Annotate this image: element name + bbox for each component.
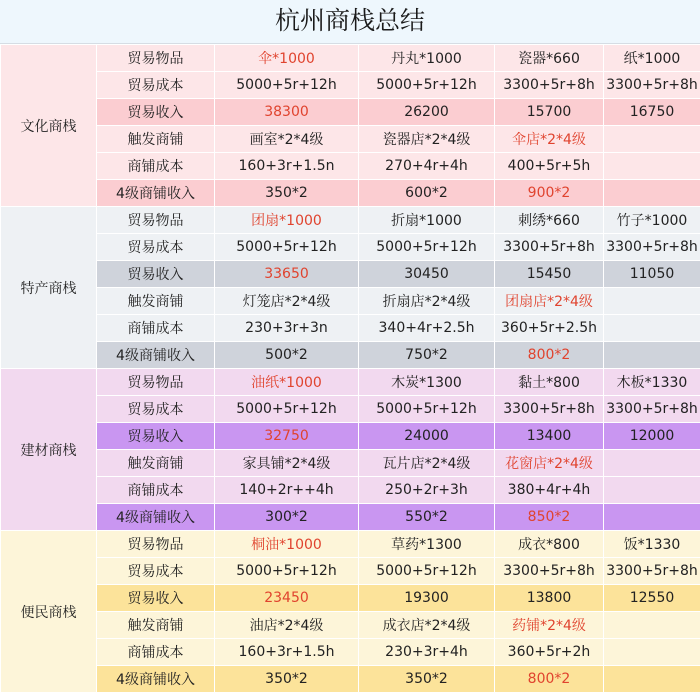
table-cell: 5000+5r+12h [359,396,495,423]
table-cell: 340+4r+2.5h [359,315,495,342]
table-cell: 3300+5r+8h [495,558,604,585]
table-cell: 5000+5r+12h [215,234,359,261]
table-row [1,558,700,585]
table-cell [604,315,700,342]
table-cell: 26200 [359,99,495,126]
table-cell: 折扇*1000 [359,207,495,234]
table-cell [604,666,700,693]
row-label: 贸易物品 [97,45,215,72]
table-cell: 15700 [495,99,604,126]
table-cell: 3300+5r+8h [495,72,604,99]
table-cell: 团扇店*2*4级 [495,288,604,315]
table-cell: 600*2 [359,180,495,207]
group-label: 便民商栈 [1,531,97,693]
table-cell: 32750 [215,423,359,450]
table-row [1,234,700,261]
group-label: 建材商栈 [1,369,97,531]
row-label: 贸易物品 [97,207,215,234]
table-cell: 500*2 [215,342,359,369]
table-cell: 12550 [604,585,700,612]
row-label: 贸易成本 [97,558,215,585]
table-cell: 270+4r+4h [359,153,495,180]
table-cell: 850*2 [495,504,604,531]
row-label: 贸易收入 [97,423,215,450]
table-cell: 19300 [359,585,495,612]
table-cell: 350*2 [215,666,359,693]
table-row [1,99,700,126]
table-cell: 黏土*800 [495,369,604,396]
table-cell: 油店*2*4级 [215,612,359,639]
row-label: 贸易收入 [97,261,215,288]
row-label: 商铺成本 [97,639,215,666]
table-row [1,477,700,504]
table-row [1,261,700,288]
table-cell: 3300+5r+8h [495,396,604,423]
table-cell: 30450 [359,261,495,288]
table-cell: 竹子*1000 [604,207,700,234]
table-row [1,72,700,99]
row-label: 商铺成本 [97,315,215,342]
row-label: 触发商铺 [97,126,215,153]
table-cell: 24000 [359,423,495,450]
table-cell: 饭*1330 [604,531,700,558]
table-row [1,369,700,396]
table-cell: 5000+5r+12h [215,72,359,99]
table-cell: 草药*1300 [359,531,495,558]
table-cell: 3300+5r+8h [604,558,700,585]
table-cell [604,477,700,504]
table-cell [604,288,700,315]
table-cell: 33650 [215,261,359,288]
table-cell: 13800 [495,585,604,612]
table-cell [604,450,700,477]
table-cell: 160+3r+1.5n [215,153,359,180]
group-label: 文化商栈 [1,45,97,207]
table-row [1,639,700,666]
table-cell: 折扇店*2*4级 [359,288,495,315]
table-cell: 140+2r++4h [215,477,359,504]
table-cell: 药铺*2*4级 [495,612,604,639]
table-cell: 800*2 [495,342,604,369]
table-cell: 伞店*2*4级 [495,126,604,153]
table-cell: 15450 [495,261,604,288]
group-label: 特产商栈 [1,207,97,369]
row-label: 贸易成本 [97,234,215,261]
table-cell: 11050 [604,261,700,288]
row-label: 4级商铺收入 [97,342,215,369]
table-cell [604,612,700,639]
summary-table [0,44,700,693]
table-cell: 成衣店*2*4级 [359,612,495,639]
table-cell: 230+3r+4h [359,639,495,666]
table-cell: 成衣*800 [495,531,604,558]
table-cell: 瓦片店*2*4级 [359,450,495,477]
table-cell: 家具铺*2*4级 [215,450,359,477]
table-cell: 花窗店*2*4级 [495,450,604,477]
row-label: 4级商铺收入 [97,504,215,531]
row-label: 4级商铺收入 [97,666,215,693]
table-cell [604,153,700,180]
row-label: 贸易物品 [97,369,215,396]
table-cell: 纸*1000 [604,45,700,72]
row-label: 商铺成本 [97,477,215,504]
table-cell: 瓷器*660 [495,45,604,72]
table-cell: 5000+5r+12h [215,558,359,585]
row-label: 触发商铺 [97,450,215,477]
table-row [1,666,700,693]
table-cell: 750*2 [359,342,495,369]
table-cell: 3300+5r+8h [604,396,700,423]
row-label: 贸易收入 [97,585,215,612]
table-cell: 5000+5r+12h [215,396,359,423]
table-row [1,180,700,207]
table-row [1,342,700,369]
table-cell: 桐油*1000 [215,531,359,558]
table-cell: 3300+5r+8h [604,72,700,99]
table-cell: 300*2 [215,504,359,531]
table-cell: 木板*1330 [604,369,700,396]
table-cell: 350*2 [215,180,359,207]
table-row [1,126,700,153]
table-cell: 160+3r+1.5h [215,639,359,666]
table-row [1,612,700,639]
table-row [1,423,700,450]
table-cell: 5000+5r+12h [359,234,495,261]
table-cell: 灯笼店*2*4级 [215,288,359,315]
table-cell: 900*2 [495,180,604,207]
table-cell: 230+3r+3n [215,315,359,342]
table-cell: 12000 [604,423,700,450]
table-cell: 伞*1000 [215,45,359,72]
summary-table-body [1,45,700,693]
table-cell: 360+5r+2.5h [495,315,604,342]
table-row [1,45,700,72]
table-row [1,531,700,558]
table-cell: 团扇*1000 [215,207,359,234]
table-cell: 5000+5r+12h [359,558,495,585]
table-row [1,450,700,477]
table-cell: 瓷器店*2*4级 [359,126,495,153]
table-cell: 38300 [215,99,359,126]
row-label: 贸易成本 [97,396,215,423]
table-cell [604,342,700,369]
table-cell: 刺绣*660 [495,207,604,234]
page-title: 杭州商栈总结 [0,0,700,44]
table-cell [604,639,700,666]
table-cell: 丹丸*1000 [359,45,495,72]
table-cell: 3300+5r+8h [604,234,700,261]
table-cell [604,180,700,207]
table-cell: 360+5r+2h [495,639,604,666]
table-cell: 木炭*1300 [359,369,495,396]
table-row [1,153,700,180]
table-row [1,207,700,234]
table-cell: 350*2 [359,666,495,693]
table-row [1,315,700,342]
table-cell: 13400 [495,423,604,450]
row-label: 触发商铺 [97,288,215,315]
table-row [1,288,700,315]
table-cell: 380+4r+4h [495,477,604,504]
table-cell [604,504,700,531]
table-row [1,585,700,612]
row-label: 贸易成本 [97,72,215,99]
table-row [1,504,700,531]
table-cell: 油纸*1000 [215,369,359,396]
table-cell [604,126,700,153]
row-label: 商铺成本 [97,153,215,180]
row-label: 4级商铺收入 [97,180,215,207]
table-row [1,396,700,423]
table-cell: 550*2 [359,504,495,531]
table-cell: 400+5r+5h [495,153,604,180]
table-cell: 5000+5r+12h [359,72,495,99]
table-cell: 800*2 [495,666,604,693]
table-cell: 23450 [215,585,359,612]
table-cell: 画室*2*4级 [215,126,359,153]
row-label: 触发商铺 [97,612,215,639]
table-cell: 250+2r+3h [359,477,495,504]
row-label: 贸易收入 [97,99,215,126]
table-cell: 16750 [604,99,700,126]
row-label: 贸易物品 [97,531,215,558]
table-cell: 3300+5r+8h [495,234,604,261]
